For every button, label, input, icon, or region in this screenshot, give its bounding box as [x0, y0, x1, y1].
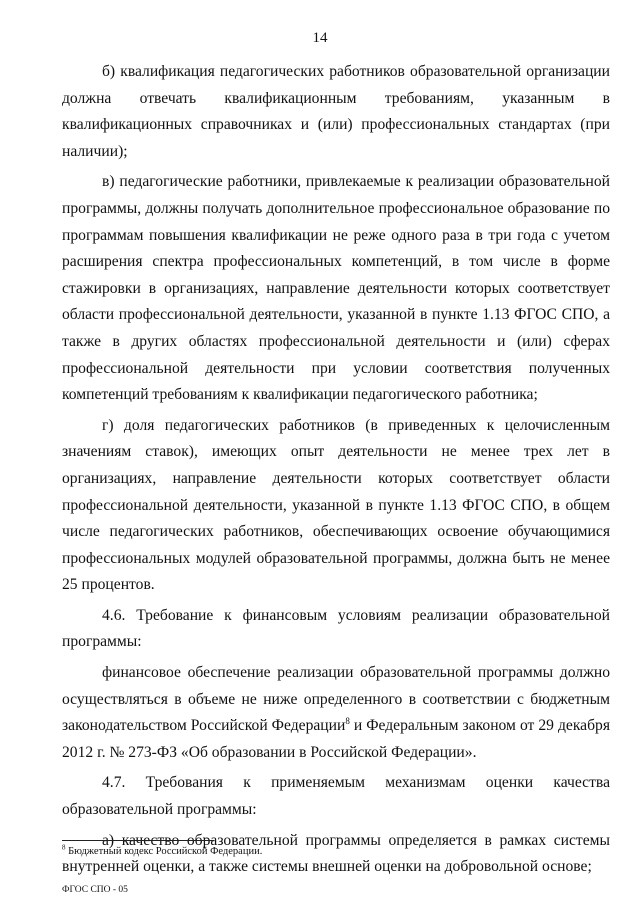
footnote-text: Бюджетный кодекс Российской Федерации. [65, 846, 263, 857]
footer-document-code: ФГОС СПО - 05 [62, 885, 128, 895]
financial-text-before: финансовое обеспечение реализации образовательной программы должно осуществляться в объеме не ниже определенного в соответствии с бюджетным законодательством Российской Федерации [62, 664, 610, 735]
document-body [62, 59, 610, 885]
footnote-reference[interactable]: 8 [345, 716, 350, 727]
paragraph-b-qualification: б) квалификация педагогических работников образовательной организации должна отвечать квалификационным требованиям, указанным в квалификационных справочниках и (или) профессиональных стандартах (при наличии); [62, 63, 610, 160]
footnote-divider [62, 840, 214, 841]
paragraph-financial-support [62, 660, 610, 766]
footnote-marker: 8 [62, 843, 66, 852]
paragraph-a-quality: а) качество образовательной программы определяется в рамках системы внутренней оценки, а также системы внешней оценки на добровольной основе; [62, 831, 610, 876]
paragraph-4-7-heading: 4.7. Требования к применяемым механизмам оценки качества образовательной программы: [62, 774, 610, 819]
paragraph-g-staff-share: г) доля педагогических работников (в приведенных к целочисленным значениям ставок), имеющих опыт деятельности не менее трех лет в организациях, направление деятельности которых соответствует области профессиональной деятельности, указанной в пункте 1.13 ФГОС СПО, в общем числе педагогических работников, обеспечивающих освоение обучающимися профессиональных модулей образовательной программы, должна быть не менее 25 процентов. [62, 416, 610, 594]
paragraph-4-6-heading: 4.6. Требование к финансовым условиям реализации образовательной программы: [62, 606, 610, 651]
financial-text-after: и Федеральным законом от 29 декабря 2012 г. № 273-ФЗ «Об образовании в Российской Федерации». [62, 717, 610, 761]
page-number: 14 [312, 30, 328, 46]
paragraph-v-professional-development: в) педагогические работники, привлекаемые к реализации образовательной программы, должны получать дополнительное профессиональное образование по программам повышения квалификации не реже одного раза в три года с учетом расширения спектра профессиональных компетенций, в том числе в форме стажировки в организациях, направление деятельности которых соответствует области профессиональной деятельности, указанной в пункте 1.13 ФГОС СПО, а также в других областях профессиональной деятельности и (или) сферах профессиональной деятельности при условии соответствия полученных компетенций требованиям к квалификации педагогического работника; [62, 173, 610, 404]
footnote [62, 843, 263, 857]
